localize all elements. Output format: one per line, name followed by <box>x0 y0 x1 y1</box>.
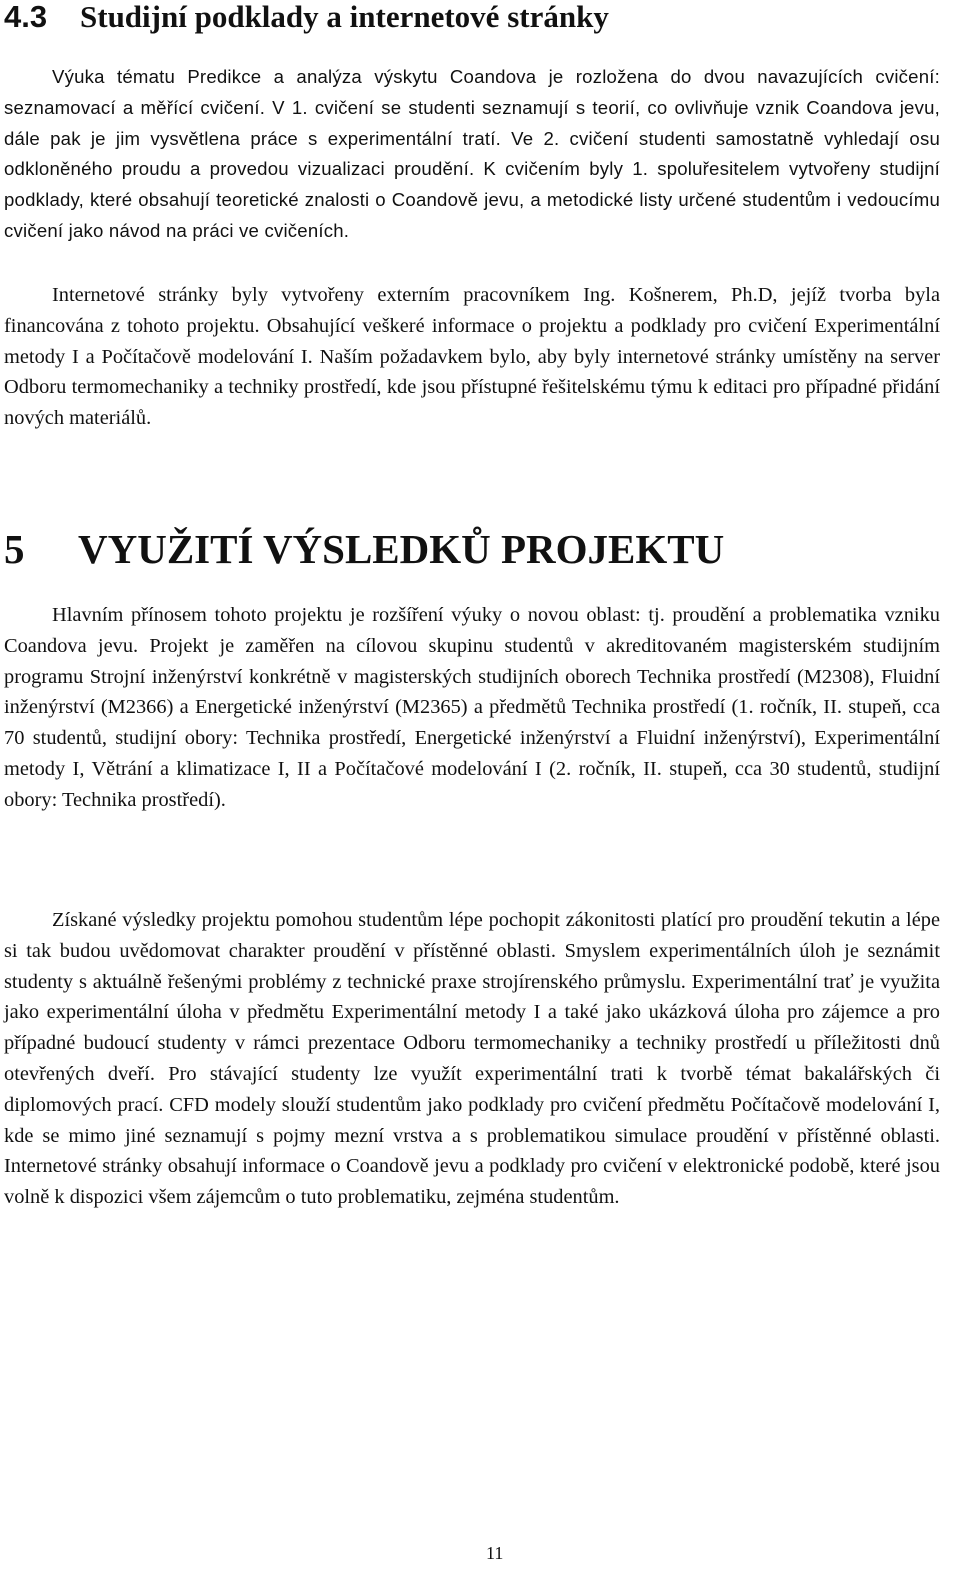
section-heading <box>4 0 940 34</box>
section-title: Studijní podklady a internetové stránky <box>80 0 609 34</box>
section-paragraph-1: Výuka tématu Predikce a analýza výskytu Coandova je rozložena do dvou navazujících cvičení: seznamovací a měřící cvičení. V 1. cvičení se studenti seznamují s teorií, co ovlivňuje vznik Coandova jevu, dále pak je jim vysvětlena práce s experimentální tratí. Ve 2. cvičení studenti samostatně vyhledají osu odkloněného proudu a provedou vizualizaci proudění. K cvičením byly 1. spoluřesitelem vytvořeny studijní podklady, které obsahují teoretické znalosti o Coandově jevu, a metodické listy určené studentům i vedoucímu cvičení jako návod na práci ve cvičeních. <box>4 66 940 241</box>
chapter-title: VYUŽITÍ VÝSLEDKŮ PROJEKTU <box>78 526 725 572</box>
section-number: 4.3 <box>4 0 48 34</box>
chapter-paragraph-1: Hlavním přínosem tohoto projektu je rozšíření výuky o novou oblast: tj. proudění a problematika vzniku Coandova jevu. Projekt je zaměřen na cílovou skupinu studentů v akreditovaném magisterském studijním programu Strojní inženýrství konkrétně v magisterských studijních oborech Technika prostředí (M2308), Fluidní inženýrství (M2366) a Energetické inženýrství (M2365) a předmětů Technika prostředí (1. ročník, II. stupeň, cca 70 studentů, studijní obory: Technika prostředí, Energetické inženýrství a Fluidní inženýrství), Experimentální metody I, Větrání a klimatizace I, II a Počítačové modelování I (2. ročník, II. stupeň, cca 30 studentů, studijní obory: Technika prostředí). <box>4 604 940 811</box>
section-paragraph-2: Internetové stránky byly vytvořeny externím pracovníkem Ing. Košnerem, Ph.D, jejíž tvorba byla financována z tohoto projektu. Obsahující veškeré informace o projektu a podklady pro cvičení Experimentální metody I a Počítačově modelování I. Naším požadavkem bylo, aby byly internetové stránky umístěny na server Odboru termomechaniky a techniky prostředí, kde jsou přístupné řešitelskému týmu k editaci pro případné přidání nových materiálů. <box>4 284 940 430</box>
page-number: 11 <box>486 1543 504 1563</box>
chapter-paragraph-2: Získané výsledky projektu pomohou studentům lépe pochopit zákonitosti platící pro proudění tekutin a lépe si tak budou uvědomovat charakter proudění v přístěnné oblasti. Smyslem experimentálních úloh je seznámit studenty s aktuálně řešenými problémy z technické praxe strojírenského průmyslu. Experimentální trať je využita jako experimentální úloha v předmětu Experimentální metody I a také jako ukázková úloha pro zájemce a pro případné budoucí studenty v rámci prezentace Odboru termomechaniky a techniky prostředí u příležitosti dnů otevřených dveří. Pro stávající studenty lze využít experimentální trati k tvorbě témat bakalářských či diplomových prací. CFD modely slouží studentům jako podklady pro cvičení předmětu Počítačově modelování I, kde se mimo jiné seznamují s pojmy mezní vrstva a s problematikou simulace proudění v přístěnné oblasti. Internetové stránky obsahují informace o Coandově jevu a podklady pro cvičení v elektronické podobě, které jsou volně k dispozici všem zájemcům o tuto problematiku, zejména studentům. <box>4 909 940 1209</box>
chapter-heading <box>4 524 725 574</box>
chapter-number: 5 <box>4 526 25 572</box>
